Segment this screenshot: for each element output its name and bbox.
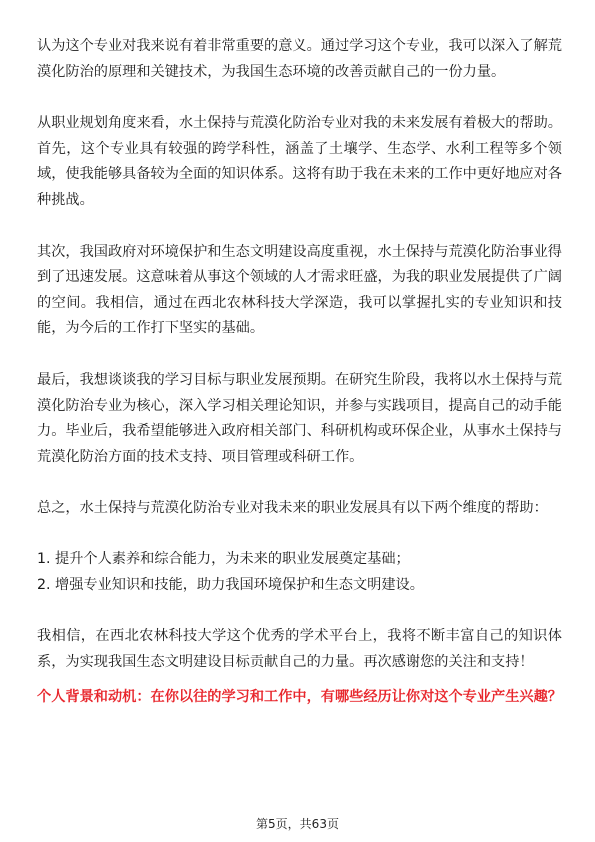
paragraph-gap	[37, 85, 562, 111]
paragraph-conclusion: 我相信，在西北农林科技大学这个优秀的学术平台上，我将不断丰富自己的知识体系，为实现我国生态文明建设目标贡献自己的力量。再次感谢您的关注和支持！	[37, 628, 562, 670]
question-heading: 个人背景和动机：在你以往的学习和工作中，有哪些经历让你对这个专业产生兴趣？	[37, 689, 562, 706]
list-item-1: 1. 提升个人素养和综合能力，为未来的职业发展奠定基础；	[37, 550, 410, 567]
paragraph-government-support: 其次，我国政府对环境保护和生态文明建设高度重视，水土保持与荒漠化防治事业得到了迅速发展。这意味着从事这个领域的人才需求旺盛，为我的职业发展提供了广阔的空间。我相信，通过在西北农林科技大学深造，我可以掌握扎实的专业知识和技能，为今后的工作打下坚实的基础。	[37, 243, 562, 337]
paragraph-gap	[37, 675, 562, 687]
paragraph-gap	[37, 522, 562, 547]
list-item-2: 2. 增强专业知识和技能，助力我国环境保护和生态文明建设。	[37, 576, 424, 593]
paragraph-gap	[37, 470, 562, 496]
paragraph-meaning: 认为这个专业对我来说有着非常重要的意义。通过学习这个专业，我可以深入了解荒漠化防治的原理和关键技术，为我国生态环境的改善贡献自己的一份力量。	[37, 38, 562, 80]
paragraph-gap	[37, 214, 562, 240]
paragraph-gap	[37, 342, 562, 368]
paragraph-goals: 最后，我想谈谈我的学习目标与职业发展预期。在研究生阶段，我将以水土保持与荒漠化防治专业为核心，深入学习相关理论知识，并参与实践项目，提高自己的动手能力。毕业后，我希望能够进入政府相关部门、科研机构或环保企业，从事水土保持与荒漠化防治方面的技术支持、项目管理或科研工作。	[37, 371, 562, 465]
paragraph-gap	[37, 598, 562, 624]
page-footer: 第5页，共63页	[256, 817, 339, 831]
paragraph-career-planning: 从职业规划角度来看，水土保持与荒漠化防治专业对我的未来发展有着极大的帮助。首先，这个专业具有较强的跨学科性，涵盖了土壤学、生态学、水利工程等多个领域，使我能够具备较为全面的知识体系。这将有助于我在未来的工作中更好地应对各种挑战。	[37, 115, 562, 208]
page-content	[37, 34, 562, 707]
paragraph-summary: 总之，水土保持与荒漠化防治专业对我未来的职业发展具有以下两个维度的帮助：	[37, 500, 548, 517]
